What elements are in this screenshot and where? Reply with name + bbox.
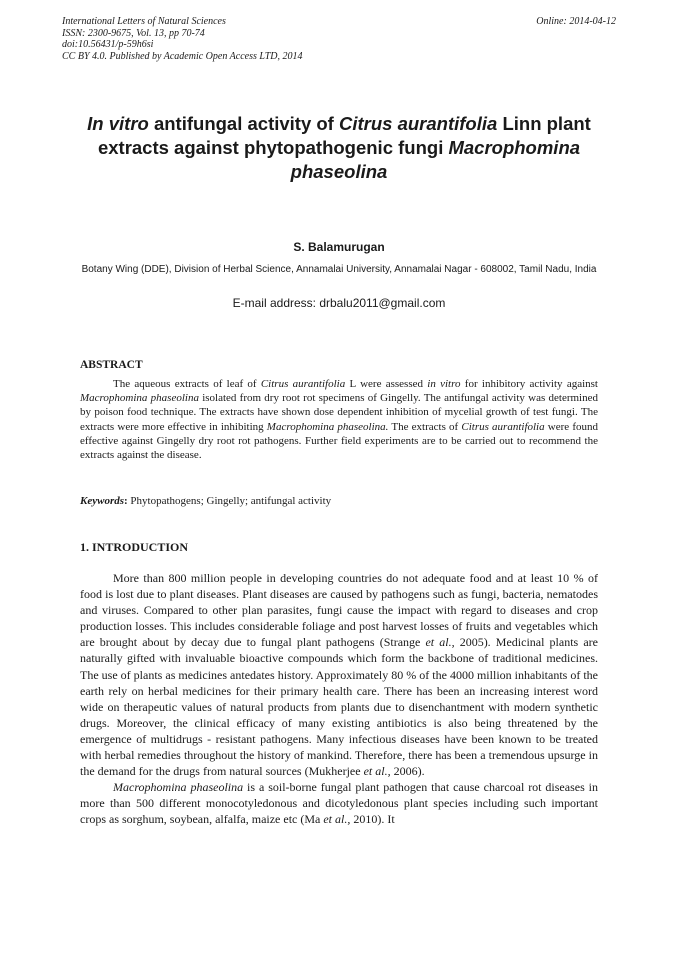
abstract-part: for inhibitory activity against [460,378,598,390]
title-part: Linn plant extracts against phytopathogenic fungi [97,113,591,158]
intro-part: et al., [425,635,455,650]
abstract-part: isolated from dry root rot specimens of Gingelly. The antifungal activity was determined by poison food technique. The extracts have shown dose dependent inhibition of mycelial growth of test fungi. The extracts were more effective in inhibiting [80,392,598,433]
author-affiliation: Botany Wing (DDE), Division of Herbal Science, Annamalai University, Annamalai Nagar - 608002, Tamil Nadu, India [81,264,597,275]
intro-part: is a soil-borne fungal plant pathogen that cause charcoal rot diseases in more than 500 different monocotyledonous and dicotyledonous plant species including such important crops as sorghum, soybean, alfalfa, maize etc (Ma [80,780,599,827]
title-part: Macrophomina phaseolina [290,137,581,182]
abstract-part: Citrus aurantifolia [461,420,545,433]
author-name: S. Balamurugan [293,240,385,254]
introduction-heading: 1. INTRODUCTION [80,540,189,554]
abstract-part: in vitro [427,378,461,390]
abstract-text [80,377,598,462]
intro-part: 2006). [390,764,425,779]
abstract-part: Macrophomina phaseolina [80,392,199,405]
license-line: CC BY 4.0. Published by Academic Open Access LTD, 2014 [62,50,303,62]
journal-name: International Letters of Natural Sciences [62,16,226,27]
introduction-body [80,570,598,828]
issn-line: ISSN: 2300-9675, Vol. 13, pp 70-74 [62,27,205,39]
intro-paragraph [80,570,598,779]
intro-part: More than 800 million people in developing countries do not adequate food and at least 10 % of food is lost due to plant diseases. Plant diseases are caused by pathogens such as fungi, bacteria, nematodes and viruses. Compared to other plan parasites, fungi cause the impact with regard to diseases and crop production losses. This includes considerable foliage and post harvest losses of fruits and vegetables which are brought about by decay due to fungal plant pathogens (Strange [80,571,598,650]
abstract-part: The aqueous extracts of leaf of [113,378,261,390]
abstract-part: The extracts of [388,420,462,433]
keywords-line [80,495,598,507]
abstract-part: Macrophomina phaseolina. [266,420,389,433]
journal-header [62,16,616,62]
author-email: E-mail address: drbalu2011@gmail.com [232,296,446,310]
title-part: Citrus aurantifolia [339,113,498,134]
keywords-colon: : [124,495,128,507]
online-date: Online: 2014-04-12 [536,16,616,27]
title-part: In vitro [87,113,149,134]
intro-part: et al., [363,764,391,779]
doi-line: doi:10.56431/p-59h6si [62,39,154,51]
intro-part: Macrophomina phaseolina [113,780,244,795]
intro-part: 2005). Medicinal plants are naturally gifted with invaluable bioactive compounds which form the backbone of traditional medicines. The use of plants as medicines antedates history. Approximately 80 % of the 4000 million inhabitants of the earth rely on herbal medicines for their primary health care. There has been an increasing interest word wide on therapeutic values of natural products from plants due to disenchantment with modern synthetic drugs. Moreover, the clinical efficacy of many existing antibiotics is also being threatened by the emergence of multidrugs - resistant pathogens. Many infectious diseases have been known to be treated with herbal remedies throughout the history of mankind. Therefore, there has been a tremendous upsurge in the demand for the drugs from natural sources (Mukherjee [80,635,598,779]
abstract-heading: ABSTRACT [80,359,143,371]
title-part: antifungal activity of [148,113,339,134]
abstract-part: L were assessed [345,378,428,390]
abstract-part: were found effective against Gingelly dry root rot pathogens. Further field experiments are to be carried out to recommend the extracts against the disease. [80,420,598,462]
intro-part: et al., [323,812,351,827]
paper-title [60,112,618,184]
keywords-text: Phytopathogens; Gingelly; antifungal activity [127,495,332,507]
intro-paragraph [80,779,598,827]
keywords-label: Keywords [80,495,124,507]
abstract-part: Citrus aurantifolia [260,378,346,390]
intro-part: 2010). It [350,812,395,827]
